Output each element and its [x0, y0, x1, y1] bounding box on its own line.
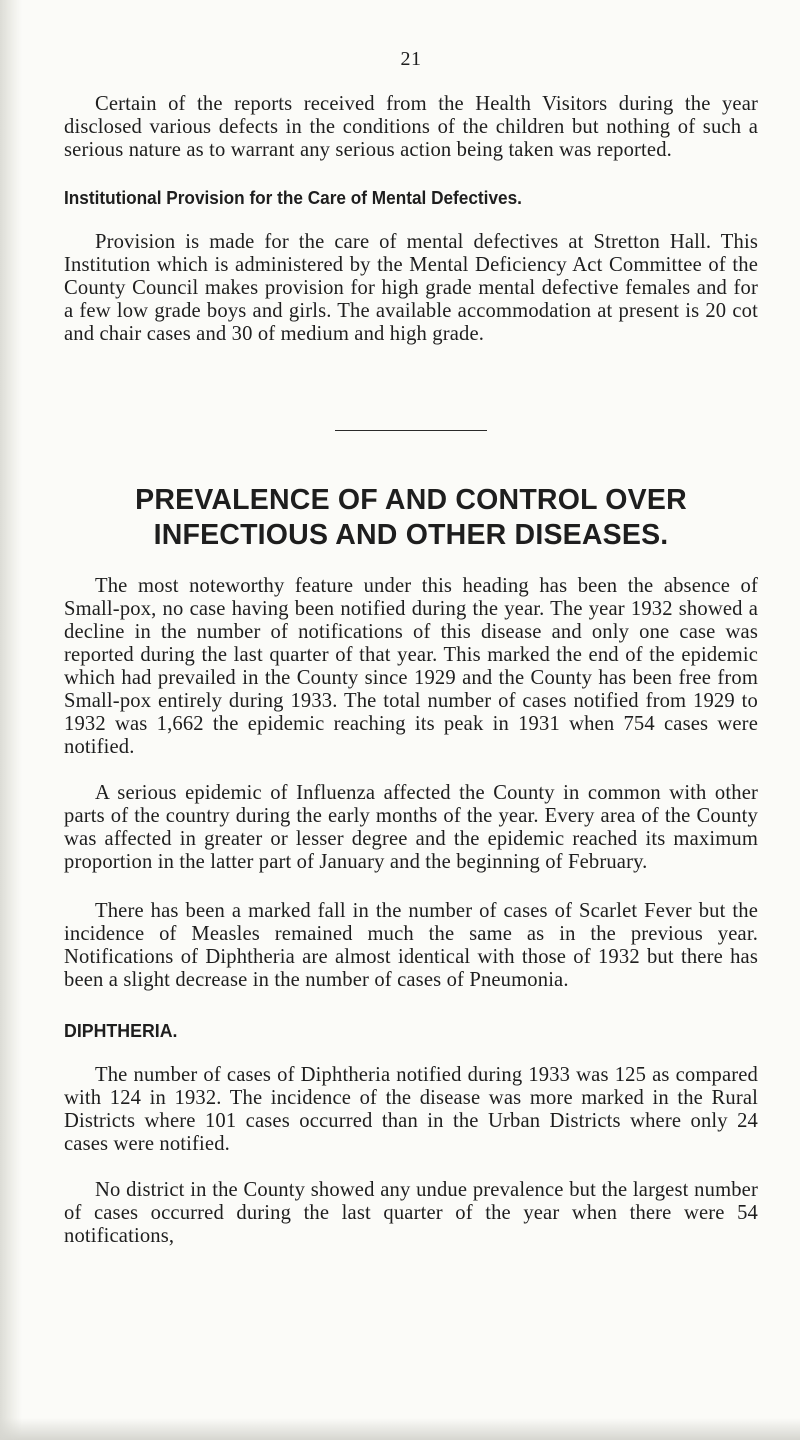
prevalence-heading [64, 483, 758, 553]
smallpox-paragraph: The most noteworthy feature under this heading has been the absence of Small-pox, no case having been notified during the year. The year 1932 showed a decline in the number of notifications of this disease and only one case was reported during the last quarter of that year. This marked the end of the epidemic which had prevailed in the County since 1929 and the County has been free from Small-pox entirely during 1933. The total number of cases notified from 1929 to 1932 was 1,662 the epidemic reaching its peak in 1931 when 754 cases were notified. [64, 575, 758, 758]
page-bottom-shadow [0, 1418, 800, 1440]
institutional-heading: Institutional Provision for the Care of Mental Defectives. [64, 187, 522, 208]
influenza-paragraph: A serious epidemic of Influenza affected the County in common with other parts of the country during the early months of the year. Every area of the County was affected in greater or lesser degree and the epidemic reached its maximum proportion in the latter part of January and the beginning of February. [64, 782, 758, 873]
section-divider [335, 430, 487, 431]
prevalence-heading-line-2: INFECTIOUS AND OTHER DISEASES. [153, 519, 669, 551]
diphtheria-heading: DIPHTHERIA. [64, 1020, 178, 1041]
diphtheria-paragraph-1: The number of cases of Diphtheria notified during 1933 was 125 as compared with 124 in 1932. The incidence of the disease was more marked in the Rural Districts where 101 cases occurred than in the Urban Districts where only 24 cases were notified. [64, 1064, 758, 1155]
diphtheria-paragraph-2: No district in the County showed any undue prevalence but the largest number of cases occurred during the last quarter of the year when there were 54 notifications, [64, 1179, 758, 1247]
institutional-paragraph: Provision is made for the care of mental defectives at Stretton Hall. This Institution which is administered by the Mental Deficiency Act Committee of the County Council makes provision for high grade mental defective females and for a few low grade boys and girls. The available accommodation at present is 20 cot and chair cases and 30 of medium and high grade. [64, 231, 758, 345]
prevalence-heading-line-1: PREVALENCE OF AND CONTROL OVER [135, 484, 687, 516]
intro-paragraph: Certain of the reports received from the Health Visitors during the year disclosed various defects in the conditions of the children but nothing of such a serious nature as to warrant any serious action being taken was reported. [64, 93, 758, 161]
scarlet-fever-paragraph: There has been a marked fall in the number of cases of Scarlet Fever but the incidence of Measles remained much the same as in the previous year. Notifications of Diphtheria are almost identical with those of 1932 but there has been a slight decrease in the number of cases of Pneumonia. [64, 900, 758, 991]
page-edge-shadow [0, 0, 22, 1440]
document-page [64, 48, 758, 1248]
page-number: 21 [400, 48, 422, 70]
